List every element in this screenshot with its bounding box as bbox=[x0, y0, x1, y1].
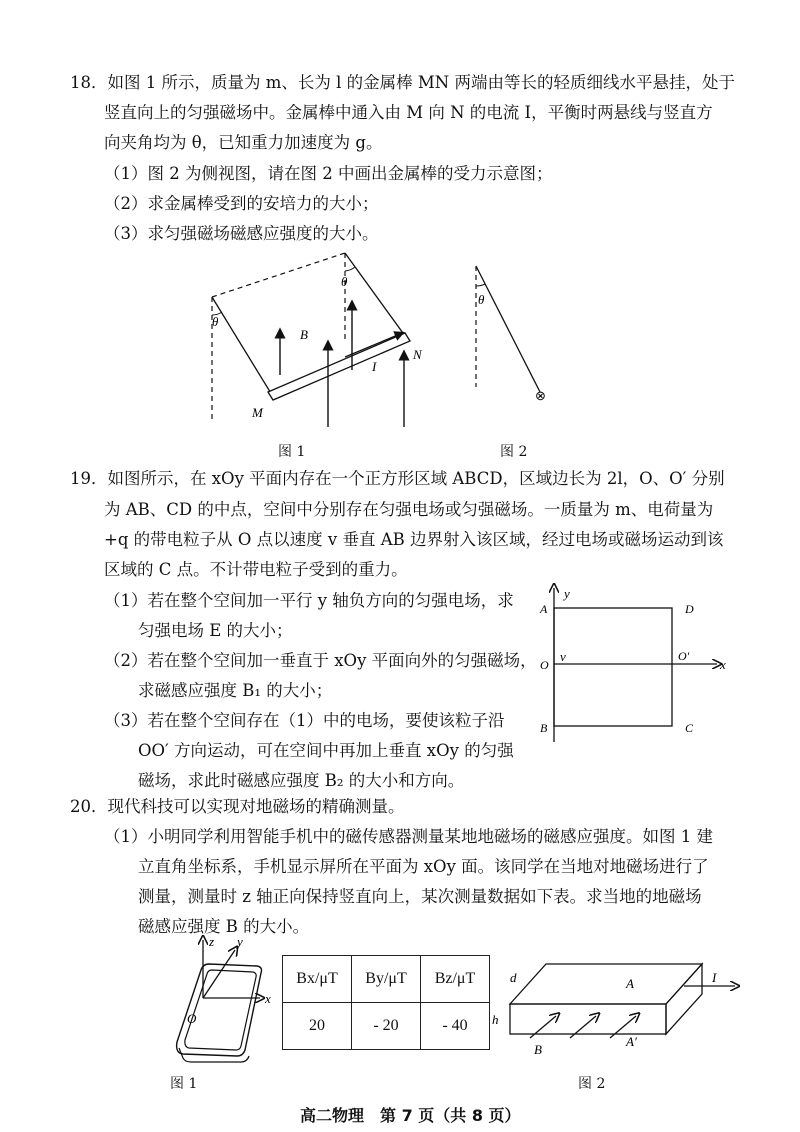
q20-fig2-caption: 图 2 bbox=[578, 1076, 606, 1092]
q19-label-v: v bbox=[560, 649, 566, 664]
q19-label-C: C bbox=[685, 721, 694, 735]
q19-line-5: （1）若在整个空间加一平行 y 轴负方向的匀强电场，求 bbox=[104, 591, 514, 610]
q18-line-5: （2）求金属棒受到的安培力的大小； bbox=[104, 194, 379, 213]
q19-line-7: （2）若在整个空间加一垂直于 xOy 平面向外的匀强磁场， bbox=[104, 651, 537, 670]
fig2-theta: θ bbox=[478, 292, 485, 307]
q20-figure-1 bbox=[165, 930, 280, 1065]
q18-fig1-caption: 图 1 bbox=[278, 444, 306, 460]
q20-line-1: 20．现代科技可以实现对地磁场的精确测量。 bbox=[70, 797, 405, 816]
q19-label-D: D bbox=[685, 602, 694, 616]
q20-line-3: 立直角坐标系，手机显示屏所在平面为 xOy 面。该同学在当地对地磁场进行了 bbox=[138, 857, 709, 876]
q19-line-2: 为 AB、CD 的中点，空间中分别存在匀强电场或匀强磁场。一质量为 m、电荷量为 bbox=[104, 500, 714, 519]
q19-line-8: 求磁感应强度 B₁ 的大小； bbox=[138, 681, 333, 700]
fig2-current-into-page: ⊗ bbox=[535, 388, 546, 403]
q19-line-4: 区域的 C 点。不计带电粒子受到的重力。 bbox=[104, 560, 408, 579]
q20-fig1-label-y: y bbox=[237, 934, 243, 949]
q18-line-4: （1）图 2 为侧视图，请在图 2 中画出金属棒的受力示意图； bbox=[104, 164, 553, 183]
q19-figure bbox=[535, 580, 735, 750]
q19-label-y: y bbox=[564, 586, 570, 601]
fig1-label-N: N bbox=[413, 347, 422, 362]
q19-label-B: B bbox=[540, 721, 548, 735]
q18-line-1: 18．如图 1 所示，质量为 m、长为 l 的金属棒 MN 两端由等长的轻质细线水平悬挂，处于 bbox=[70, 73, 735, 92]
table-header-bz: Bz/μT bbox=[421, 956, 490, 1003]
q19-line-11: 磁场，求此时磁感应强度 B₂ 的大小和方向。 bbox=[138, 771, 465, 790]
q20-line-4: 测量，测量时 z 轴正向保持竖直向上，某次测量数据如下表。求当地的地磁场 bbox=[138, 887, 702, 906]
q20-fig2-label-B: B bbox=[534, 1042, 542, 1057]
q20-fig1-label-z: z bbox=[209, 934, 215, 949]
q20-fig1-label-x: x bbox=[265, 991, 271, 1006]
q18-line-6: （3）求匀强磁场磁感应强度的大小。 bbox=[104, 224, 379, 243]
table-header-row bbox=[283, 956, 490, 1003]
q19-line-1: 19．如图所示，在 xOy 平面内存在一个正方形区域 ABCD，区域边长为 2l，O、O′ 分别 bbox=[70, 469, 725, 488]
table-row bbox=[283, 1003, 490, 1050]
fig1-label-M: M bbox=[252, 405, 263, 420]
q20-fig1-label-O: O bbox=[187, 1011, 197, 1026]
fig1-label-I: I bbox=[372, 359, 377, 374]
q19-line-6: 匀强电场 E 的大小； bbox=[138, 621, 293, 640]
q19-line-3: +q 的带电粒子从 O 点以速度 v 垂直 AB 边界射入该区域，经过电场或磁场运动到该 bbox=[104, 530, 724, 549]
q20-line-5: 磁感应强度 B 的大小。 bbox=[138, 917, 310, 936]
q19-label-O: O bbox=[540, 658, 549, 672]
fig1-theta-right: θ bbox=[341, 274, 348, 289]
q20-fig2-label-I: I bbox=[712, 970, 717, 985]
page-footer: 高二物理 第 7 页（共 8 页） bbox=[300, 1106, 521, 1125]
q19-label-O-prime: O′ bbox=[678, 649, 690, 663]
table-header-bx: Bx/μT bbox=[283, 956, 352, 1003]
table-cell-bx: 20 bbox=[283, 1003, 352, 1050]
q20-figure-2 bbox=[490, 950, 745, 1060]
q18-line-3: 向夹角均为 θ，已知重力加速度为 g。 bbox=[104, 133, 383, 152]
q20-fig2-label-d: d bbox=[510, 970, 517, 985]
q19-label-x: x bbox=[720, 657, 726, 672]
q20-data-table bbox=[282, 955, 490, 1050]
table-header-by: By/μT bbox=[352, 956, 421, 1003]
q20-fig1-caption: 图 1 bbox=[170, 1076, 198, 1092]
q18-figure-1 bbox=[200, 245, 440, 435]
q20-fig2-label-h: h bbox=[492, 1012, 499, 1027]
q19-label-A: A bbox=[540, 602, 548, 616]
q18-fig2-caption: 图 2 bbox=[500, 444, 528, 460]
fig1-theta-left: θ bbox=[212, 314, 219, 329]
q20-fig2-label-A: A bbox=[626, 976, 634, 991]
q18-line-2: 竖直向上的匀强磁场中。金属棒中通入由 M 向 N 的电流 I，平衡时两悬线与竖直方 bbox=[104, 103, 713, 122]
q20-line-2: （1）小明同学利用智能手机中的磁传感器测量某地地磁场的磁感应强度。如图 1 建 bbox=[104, 827, 713, 846]
q19-line-9: （3）若在整个空间存在（1）中的电场，要使该粒子沿 bbox=[104, 711, 505, 730]
q19-line-10: OO′ 方向运动，可在空间中再加上垂直 xOy 的匀强 bbox=[138, 741, 514, 760]
table-cell-by: - 20 bbox=[352, 1003, 421, 1050]
q20-fig2-label-A-prime: A′ bbox=[626, 1034, 637, 1049]
fig1-label-B: B bbox=[300, 327, 308, 342]
table-cell-bz: - 40 bbox=[421, 1003, 490, 1050]
q18-figure-2 bbox=[460, 262, 560, 407]
